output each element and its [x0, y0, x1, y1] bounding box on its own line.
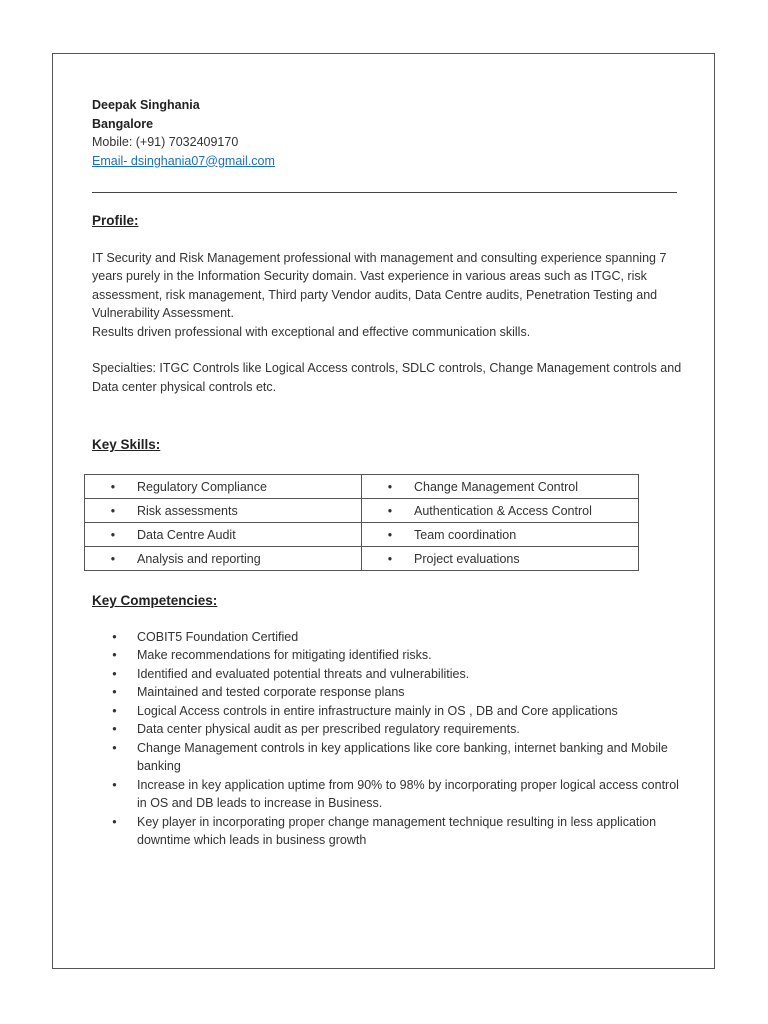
skill-label: Project evaluations	[414, 551, 520, 566]
competency-item	[92, 720, 682, 739]
bullet-icon: •	[112, 629, 117, 644]
profile-specialties: Specialties: ITGC Controls like Logical Access controls, SDLC controls, Change Management controls and Data center physical controls etc.	[92, 361, 682, 394]
bullet-icon: •	[110, 551, 116, 566]
profile-heading: Profile:	[92, 213, 139, 228]
skill-label: Regulatory Compliance	[137, 479, 267, 494]
competency-item	[92, 702, 682, 721]
competency-text: Key player in incorporating proper change management technique resulting in less application downtime which leads in business growth	[137, 814, 657, 847]
candidate-name: Deepak Singhania	[92, 98, 200, 112]
skill-item	[362, 504, 638, 518]
skill-item	[362, 480, 638, 494]
bullet-icon: •	[387, 551, 393, 566]
skill-label: Data Centre Audit	[137, 527, 236, 542]
skill-item	[362, 552, 638, 566]
profile-paragraph: IT Security and Risk Management professional with management and consulting experience spanning 7 years purely in the Information Security domain. Vast experience in various areas such as ITGC, risk assessment, risk management, Third party Vendor audits, Data Centre audits, Penetration Testing and Vulnerability Assessment.	[92, 250, 667, 320]
competency-text: Change Management controls in key applications like core banking, internet banking and Mobile banking	[137, 740, 668, 773]
competency-item	[92, 776, 682, 813]
competency-text: Data center physical audit as per prescribed regulatory requirements.	[137, 722, 520, 736]
mobile-number: Mobile: (+91) 7032409170	[92, 135, 239, 149]
skill-cell	[362, 523, 639, 547]
competency-item	[92, 665, 682, 684]
skill-item	[85, 552, 361, 566]
resume-page	[52, 53, 715, 969]
skills-row	[85, 475, 639, 499]
skill-item	[85, 528, 361, 542]
competency-item	[92, 628, 682, 647]
competency-item	[92, 646, 682, 665]
bullet-icon: •	[112, 814, 117, 829]
competency-item	[92, 739, 682, 776]
skill-label: Risk assessments	[137, 503, 238, 518]
email-link[interactable]: Email- dsinghania07@gmail.com	[92, 153, 275, 168]
competency-item	[92, 683, 682, 702]
bullet-icon: •	[387, 479, 393, 494]
skill-cell	[85, 523, 362, 547]
skill-cell	[85, 547, 362, 571]
skills-row	[85, 523, 639, 547]
competency-text: COBIT5 Foundation Certified	[137, 629, 299, 644]
skill-label: Authentication & Access Control	[414, 503, 592, 518]
bullet-icon: •	[112, 685, 117, 699]
skill-label: Team coordination	[414, 527, 517, 542]
bullet-icon: •	[110, 479, 116, 494]
profile-summary: Results driven professional with exceptional and effective communication skills.	[92, 324, 531, 339]
key-skills-heading: Key Skills:	[92, 437, 161, 452]
skills-row	[85, 499, 639, 523]
skill-item	[85, 480, 361, 494]
competency-text: Logical Access controls in entire infrastructure mainly in OS , DB and Core applications	[137, 703, 618, 718]
skill-cell	[362, 475, 639, 499]
bullet-icon: •	[112, 703, 117, 718]
competency-item	[92, 813, 682, 850]
bullet-icon: •	[112, 648, 117, 662]
competency-text: Increase in key application uptime from 90% to 98% by incorporating proper logical access control in OS and DB leads to increase in Business.	[137, 777, 679, 810]
key-competencies-section	[92, 592, 682, 850]
bullet-icon: •	[110, 503, 116, 518]
skills-row	[85, 547, 639, 571]
key-skills-section	[92, 436, 682, 455]
competency-text: Maintained and tested corporate response plans	[137, 685, 405, 699]
skill-item	[362, 528, 638, 542]
bullet-icon: •	[387, 503, 393, 518]
key-competencies-heading: Key Competencies:	[92, 593, 218, 608]
key-skills-table	[84, 474, 639, 571]
skill-cell	[362, 547, 639, 571]
bullet-icon: •	[112, 722, 117, 736]
skill-label: Change Management Control	[414, 479, 578, 494]
profile-section	[92, 212, 682, 396]
header-divider	[92, 192, 677, 193]
competencies-list	[92, 628, 682, 850]
bullet-icon: •	[112, 740, 117, 755]
skill-cell	[85, 475, 362, 499]
skill-item	[85, 504, 361, 518]
skill-label: Analysis and reporting	[137, 551, 261, 566]
skill-cell	[85, 499, 362, 523]
contact-block	[92, 96, 682, 170]
bullet-icon: •	[112, 666, 117, 681]
competency-text: Make recommendations for mitigating identified risks.	[137, 648, 432, 662]
skill-cell	[362, 499, 639, 523]
competency-text: Identified and evaluated potential threats and vulnerabilities.	[137, 666, 470, 681]
candidate-city: Bangalore	[92, 116, 154, 131]
bullet-icon: •	[387, 527, 393, 542]
bullet-icon: •	[110, 527, 116, 542]
bullet-icon: •	[112, 777, 117, 792]
